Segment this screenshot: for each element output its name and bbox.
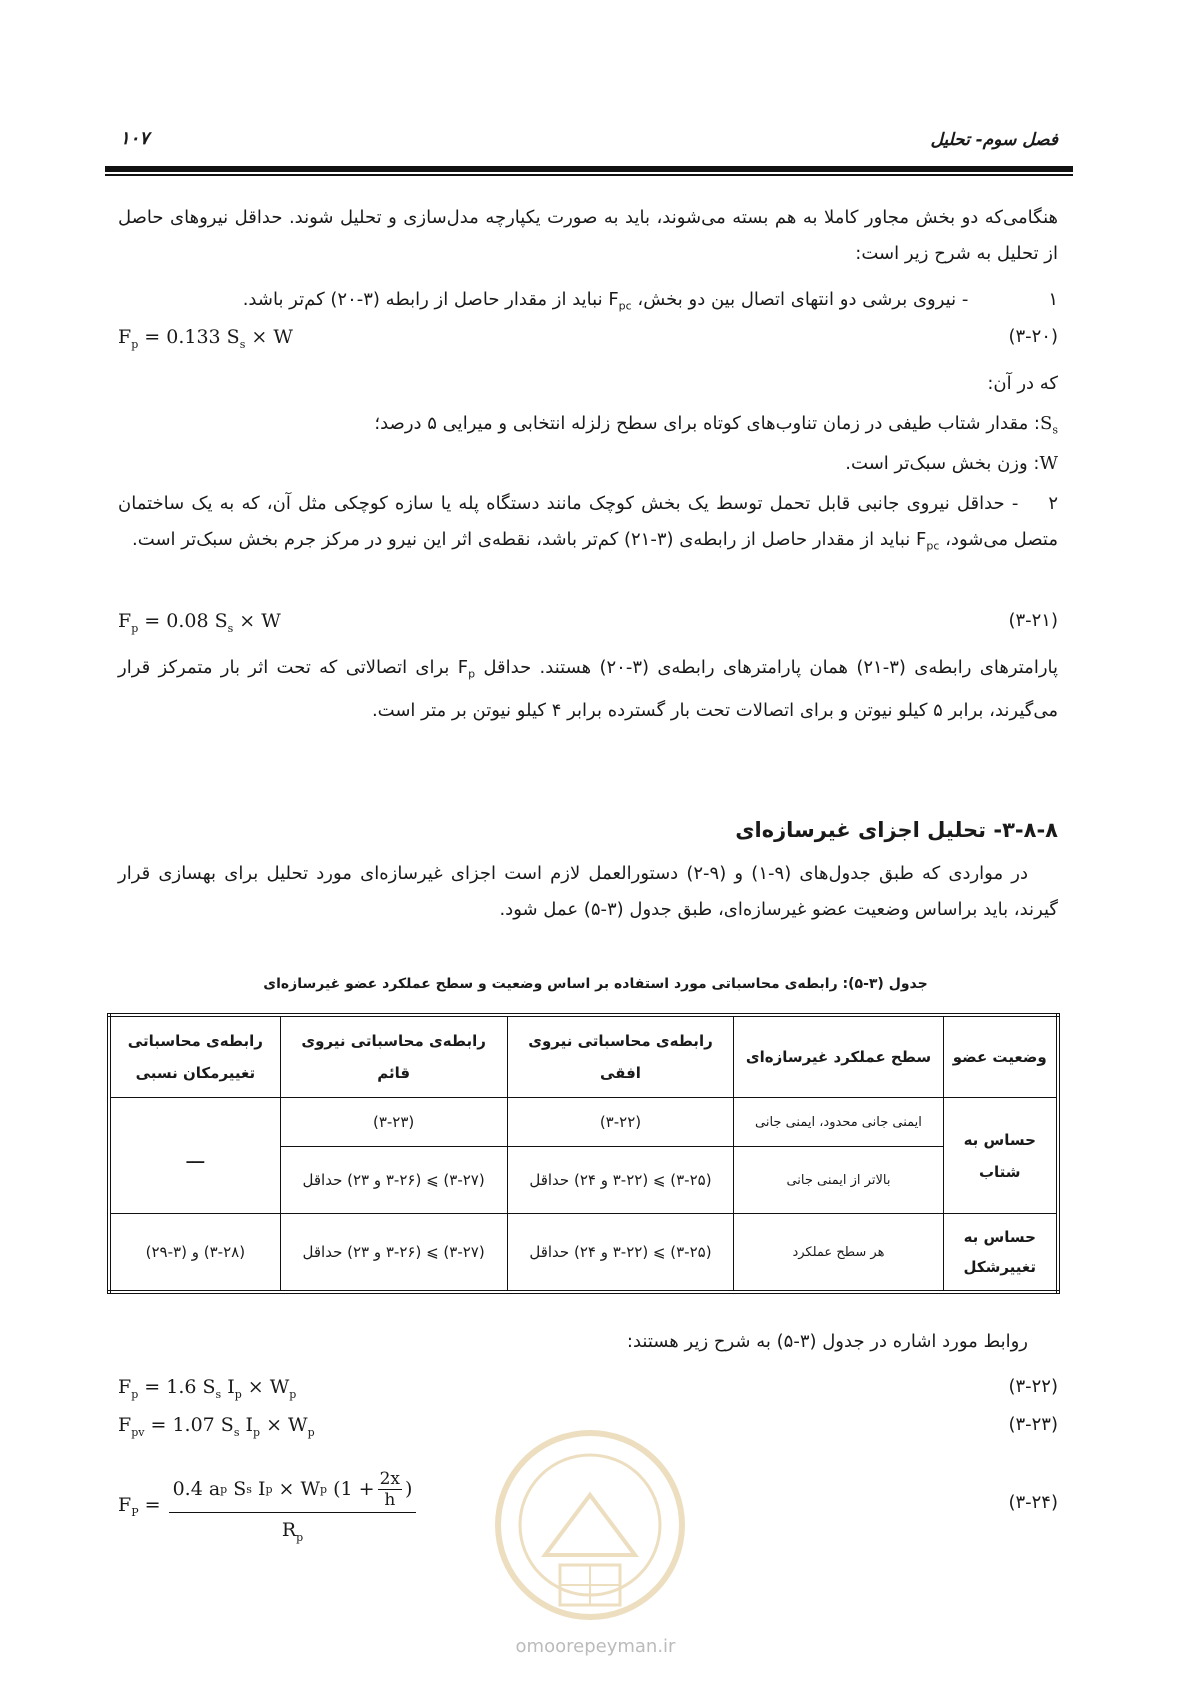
table-row [109, 1098, 1058, 1147]
equation-23: $F_{pv} = 1.07$ $S_s$ $I_p \times W_p$ [118, 1414, 315, 1439]
equation-24-number: (۳-۲۴) [1008, 1492, 1058, 1513]
header-rule [105, 166, 1073, 172]
table-header-row [109, 1015, 1058, 1098]
cell-horizontal: (۳-۲۲) [507, 1098, 734, 1147]
definition-w: W: وزن بخش سبک‌تر است. [845, 453, 1058, 474]
relations-paragraph: روابط مورد اشاره در جدول (۳-۵) به شرح زیر هستند: [626, 1331, 1028, 1352]
equation-21-row [118, 610, 1058, 640]
equation-24: $F_P$ = 0.4 a p S s I p × W p (1 + 2x h ) $R_p$ [118, 1456, 416, 1556]
cell-horizontal: (۳-۲۵) ⩾ (۳-۲۲ و ۲۴) حداقل [507, 1147, 734, 1214]
equation-20-row [118, 326, 1058, 356]
cell-level: ایمنی جانی محدود، ایمنی جانی [734, 1098, 943, 1147]
fpc-symbol-2: $F_{pc}$ [916, 529, 940, 553]
table-row [109, 1214, 1058, 1293]
section-paragraph: در مواردی که طبق جدول‌های (۹-۱) و (۹-۲) دستورالعمل لازم است اجزای غیرسازه‌ای مورد تحلیل برای بهسازی قرار گیرند، باید براساس وضعیت عضو غیرسازه‌ای، طبق جدول (۳-۵) عمل شود. [118, 863, 1058, 920]
equation-21-number: (۳-۲۱) [1008, 610, 1058, 631]
watermark-site: omoorepeyman.ir [515, 1636, 676, 1657]
ss-symbol: $S_s$ [1040, 413, 1058, 437]
equation-22-number: (۳-۲۲) [1008, 1376, 1058, 1397]
item-1-text-b: نباید از مقدار حاصل از رابطه (۳-۲۰) کم‌تر باشد. [242, 289, 609, 310]
parameters-paragraph: پارامترهای رابطه‌ی (۳-۲۱) همان پارامترهای رابطه‌ی (۳-۲۰) هستند. حداقل $F_p$ برای اتصالاتی که تحت اثر بار متمرکز قرار می‌گیرند، برابر ۵ کیلو نیوتن و برای اتصالات تحت بار گسترده برابر ۴ کیلو نیوتن بر متر است. [118, 657, 1059, 721]
cell-status-acceleration: حساس به شتاب [943, 1098, 1058, 1214]
header-vertical: رابطه‌ی محاسباتی نیروی قائم [280, 1015, 507, 1098]
chapter-title: فصل سوم- تحلیل [930, 130, 1058, 150]
watermark-logo [490, 1425, 690, 1635]
table-caption: جدول (۳-۵): رابطه‌ی محاسباتی مورد استفاده بر اساس وضعیت و سطح عملکرد عضو غیرسازه‌ای [263, 976, 928, 992]
section-heading: ۳-۸-۸- تحلیل اجزای غیرسازه‌ای [735, 818, 1058, 842]
header-status: وضعیت عضو [943, 1015, 1058, 1098]
equation-23-number: (۳-۲۳) [1008, 1414, 1058, 1435]
cell-drift: ـــ [109, 1098, 280, 1214]
cell-level: هر سطح عملکرد [734, 1214, 943, 1293]
header-horizontal: رابطه‌ی محاسباتی نیروی افقی [507, 1015, 734, 1098]
item-1 [118, 282, 1058, 325]
equation-22: $F_p = 1.6$ $S_s$ $I_p \times W_p$ [118, 1376, 297, 1401]
cell-vertical: (۳-۲۷) ⩾ (۳-۲۶ و ۲۳) حداقل [280, 1147, 507, 1214]
equation-20-number: (۳-۲۰) [1008, 326, 1058, 347]
cell-vertical: (۳-۲۷) ⩾ (۳-۲۶ و ۲۳) حداقل [280, 1214, 507, 1293]
cell-level: بالاتر از ایمنی جانی [734, 1147, 943, 1214]
definition-ss: $S_s$: مقدار شتاب طیفی در زمان تناوب‌های کوتاه برای سطح زلزله انتخابی و میرایی ۵ درصد؛ [374, 413, 1058, 437]
header-rule-thin [105, 174, 1073, 176]
nonstructural-table [107, 1013, 1060, 1294]
cell-drift: (۳-۲۸) و (۳-۲۹) [109, 1214, 280, 1293]
fp-symbol: $F_p$ [457, 657, 476, 681]
cell-vertical: (۳-۲۳) [280, 1098, 507, 1147]
cell-horizontal: (۳-۲۵) ⩾ (۳-۲۲ و ۲۴) حداقل [507, 1214, 734, 1293]
item-1-text-a: ۱- نیروی برشی دو انتهای اتصال بین دو بخش، [631, 289, 1058, 310]
equation-21: $F_p = 0.08$ $S_s \times W$ [118, 610, 281, 635]
intro-paragraph: هنگامی‌که دو بخش مجاور کاملا به هم بسته می‌شوند، باید به صورت یکپارچه مدل‌سازی و تحلیل شوند. حداقل نیروهای حاصل از تحلیل به شرح زیر است: [118, 207, 1058, 264]
cell-status-deformation: حساس به تغییرشکل [943, 1214, 1058, 1293]
equation-20: $F_p = 0.133$ $S_s \times W$ [118, 326, 293, 351]
where-label: که در آن: [987, 373, 1058, 394]
fpc-symbol: $F_{pc}$ [608, 289, 632, 313]
header-drift: رابطه‌ی محاسباتی تغییرمکان نسبی [109, 1015, 280, 1098]
item-2: ۲- حداقل نیروی جانبی قابل تحمل توسط یک بخش کوچک مانند دستگاه پله یا سازه کوچکی مثل آن، که به یک ساختمان متصل می‌شود، $F_{pc}$ نباید از مقدار حاصل از رابطه‌ی (۳-۲۱) کم‌تر باشد، نقطه‌ی اثر این نیرو در مرکز جرم بخش سبک‌تر است. [118, 493, 1058, 553]
page-number: ۱۰۷ [120, 128, 150, 149]
equation-22-row [118, 1376, 1058, 1406]
header-level: سطح عملکرد غیرسازه‌ای [734, 1015, 943, 1098]
